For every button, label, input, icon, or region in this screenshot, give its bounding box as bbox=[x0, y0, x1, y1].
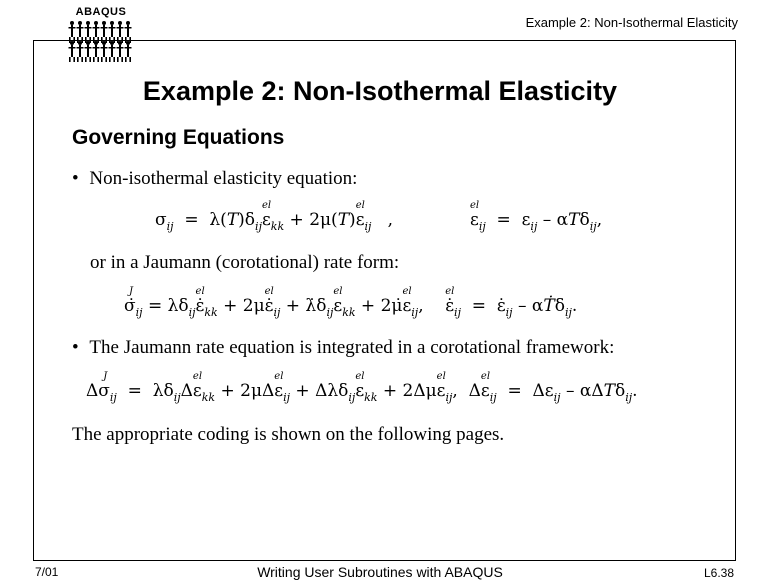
footer-page-number: L6.38 bbox=[703, 566, 734, 580]
bullet-icon: • bbox=[72, 168, 79, 189]
page-title: Example 2: Non-Isothermal Elasticity bbox=[142, 76, 618, 106]
bullet-item-2 bbox=[72, 337, 614, 359]
bullet-1-text: Non-isothermal elasticity equation: bbox=[89, 168, 358, 189]
strain-decomposition-equation: ε el ij = εij – αTδij, bbox=[470, 200, 603, 233]
rate-form-intro: or in a Jaumann (corotational) rate form: bbox=[90, 252, 400, 273]
footer-course-title: Writing User Subroutines with ABAQUS bbox=[257, 564, 503, 580]
elasticity-equation: σij = λ(T)δijε el kk + 2μ(T)ε el ij , bbox=[155, 200, 394, 233]
footer-date: 7/01 bbox=[35, 565, 59, 579]
incremental-jaumann-equation: Δσ J ij = λδijΔε el kk + 2μΔε el ij + Δλδijε el kk + 2Δμε el ij, Δε el ij = Δεij – αΔTδij. bbox=[86, 371, 638, 404]
closing-note: The appropriate coding is shown on the following pages. bbox=[72, 424, 505, 445]
running-title: Example 2: Non-Isothermal Elasticity bbox=[525, 15, 738, 30]
bullet-item-1 bbox=[72, 168, 357, 190]
bullet-icon: • bbox=[72, 337, 79, 358]
slide-frame-left-edge bbox=[33, 40, 34, 560]
logo-text: ABAQUS bbox=[75, 6, 127, 18]
bullet-2-text: The Jaumann rate equation is integrated in a corotational framework: bbox=[89, 337, 615, 358]
section-subtitle: Governing Equations bbox=[72, 126, 285, 149]
jaumann-rate-equation: σ̇ J ij = λδijε̇ el kk + 2με̇ el ij + λ̇δijε el kk + 2μ̇ε el ij, ε̇ el ij = ε̇ij – αṪδij. bbox=[124, 286, 578, 319]
